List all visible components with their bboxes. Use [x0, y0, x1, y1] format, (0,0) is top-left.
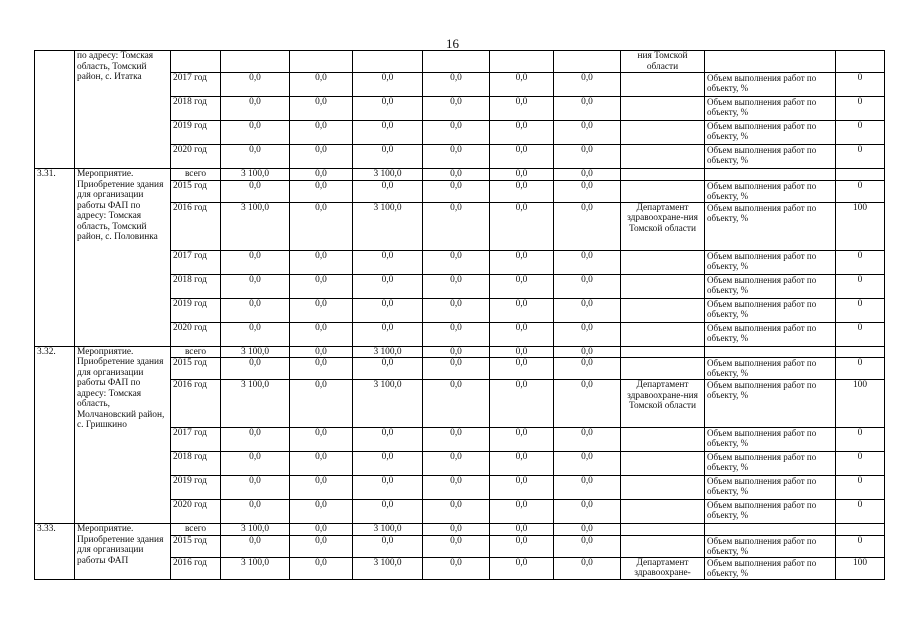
value-cell: 0,0: [554, 452, 621, 476]
value-cell: 0,0: [423, 274, 490, 298]
value-cell: 0,0: [554, 121, 621, 145]
value-cell: 0,0: [554, 180, 621, 202]
value-cell: 0,0: [423, 535, 490, 557]
executor: Департамент здравоохране-ния Томской области: [621, 202, 705, 250]
year-label: 2017 год: [171, 428, 221, 452]
year-label: 2020 год: [171, 500, 221, 524]
value-cell: 0,0: [423, 73, 490, 97]
value-cell: 0,0: [290, 180, 353, 202]
value-cell: 0,0: [554, 358, 621, 380]
empty-cell: [490, 51, 554, 73]
value-cell: 0,0: [423, 322, 490, 346]
value-cell: 0,0: [353, 97, 423, 121]
empty-cell: [290, 51, 353, 73]
table-row-total: [35, 524, 885, 536]
metric-label: Объем выполнения работ по объекту, %: [705, 358, 836, 380]
metric-value: 0: [836, 250, 885, 274]
value-cell: 0,0: [290, 121, 353, 145]
value-cell: 3 100,0: [221, 169, 290, 181]
value-cell: 0,0: [290, 145, 353, 169]
metric-value: [836, 169, 885, 181]
value-cell: 0,0: [221, 358, 290, 380]
value-cell: 0,0: [353, 250, 423, 274]
value-cell: 0,0: [554, 557, 621, 579]
value-cell: 0,0: [353, 428, 423, 452]
value-cell: 0,0: [423, 250, 490, 274]
value-cell: 0,0: [423, 169, 490, 181]
metric-label: Объем выполнения работ по объекту, %: [705, 250, 836, 274]
value-cell: 0,0: [490, 250, 554, 274]
total-label: всего: [171, 169, 221, 181]
value-cell: 0,0: [554, 274, 621, 298]
value-cell: 0,0: [423, 358, 490, 380]
metric-label: Объем выполнения работ по объекту, %: [705, 97, 836, 121]
year-label: 2018 год: [171, 97, 221, 121]
value-cell: 0,0: [290, 97, 353, 121]
value-cell: 0,0: [423, 97, 490, 121]
measure-name: Мероприятие. Приобретение здания для организации работы ФАП по адресу: Томская область, Томский район, с. Половинка: [75, 169, 171, 347]
value-cell: 0,0: [554, 380, 621, 428]
metric-value: 0: [836, 476, 885, 500]
value-cell: 0,0: [353, 500, 423, 524]
value-cell: 0,0: [290, 380, 353, 428]
total-label: всего: [171, 346, 221, 358]
executor: [621, 180, 705, 202]
value-cell: 0,0: [290, 202, 353, 250]
metric-label: Объем выполнения работ по объекту, %: [705, 380, 836, 428]
value-cell: 0,0: [290, 250, 353, 274]
metric-value: 0: [836, 121, 885, 145]
value-cell: 0,0: [290, 452, 353, 476]
empty-cell: [836, 51, 885, 73]
metric-value: [836, 524, 885, 536]
metric-value: 0: [836, 298, 885, 322]
value-cell: 0,0: [490, 557, 554, 579]
metric-label: Объем выполнения работ по объекту, %: [705, 73, 836, 97]
metric-value: 0: [836, 322, 885, 346]
value-cell: 0,0: [490, 180, 554, 202]
year-label: 2016 год: [171, 557, 221, 579]
value-cell: 0,0: [290, 298, 353, 322]
value-cell: 0,0: [221, 145, 290, 169]
value-cell: 3 100,0: [353, 202, 423, 250]
value-cell: 0,0: [490, 73, 554, 97]
value-cell: 0,0: [554, 298, 621, 322]
value-cell: 0,0: [554, 97, 621, 121]
value-cell: 0,0: [290, 169, 353, 181]
metric-label: Объем выполнения работ по объекту, %: [705, 145, 836, 169]
value-cell: 0,0: [554, 73, 621, 97]
value-cell: 0,0: [490, 358, 554, 380]
value-cell: 0,0: [353, 476, 423, 500]
value-cell: 0,0: [490, 97, 554, 121]
value-cell: 0,0: [554, 145, 621, 169]
value-cell: 0,0: [423, 524, 490, 536]
value-cell: 0,0: [353, 274, 423, 298]
executor: [621, 428, 705, 452]
table-row-total: [35, 169, 885, 181]
value-cell: 3 100,0: [221, 202, 290, 250]
value-cell: 0,0: [554, 428, 621, 452]
metric-label: Объем выполнения работ по объекту, %: [705, 121, 836, 145]
value-cell: 0,0: [490, 274, 554, 298]
value-cell: 0,0: [490, 322, 554, 346]
value-cell: 0,0: [221, 250, 290, 274]
value-cell: 0,0: [423, 346, 490, 358]
value-cell: 0,0: [554, 322, 621, 346]
metric-label: Объем выполнения работ по объекту, %: [705, 202, 836, 250]
executor: [621, 358, 705, 380]
measure-name: Мероприятие. Приобретение здания для организации работы ФАП: [75, 524, 171, 580]
value-cell: 3 100,0: [353, 169, 423, 181]
program-table: [34, 50, 885, 580]
value-cell: 3 100,0: [221, 524, 290, 536]
metric-value: 0: [836, 274, 885, 298]
empty-cell: [221, 51, 290, 73]
year-label: 2017 год: [171, 250, 221, 274]
executor: [621, 500, 705, 524]
value-cell: 0,0: [221, 476, 290, 500]
year-label: 2020 год: [171, 322, 221, 346]
total-label: всего: [171, 524, 221, 536]
value-cell: 3 100,0: [221, 380, 290, 428]
value-cell: 0,0: [221, 322, 290, 346]
value-cell: 0,0: [221, 500, 290, 524]
value-cell: 0,0: [290, 73, 353, 97]
year-label: 2018 год: [171, 274, 221, 298]
value-cell: 3 100,0: [353, 557, 423, 579]
value-cell: 0,0: [290, 358, 353, 380]
year-label: 2019 год: [171, 476, 221, 500]
empty-cell: [554, 51, 621, 73]
metric-value: 0: [836, 358, 885, 380]
value-cell: 3 100,0: [353, 524, 423, 536]
value-cell: 0,0: [221, 73, 290, 97]
value-cell: 0,0: [290, 557, 353, 579]
metric-value: 100: [836, 557, 885, 579]
value-cell: 0,0: [290, 535, 353, 557]
value-cell: 0,0: [221, 180, 290, 202]
value-cell: 0,0: [554, 524, 621, 536]
value-cell: 0,0: [290, 346, 353, 358]
metric-value: 0: [836, 428, 885, 452]
table-row-total: [35, 346, 885, 358]
value-cell: 0,0: [423, 121, 490, 145]
value-cell: 0,0: [290, 274, 353, 298]
year-label: 2020 год: [171, 145, 221, 169]
executor: [621, 346, 705, 358]
value-cell: 0,0: [490, 428, 554, 452]
executor: Департамент здравоохране-: [621, 557, 705, 579]
value-cell: 0,0: [353, 180, 423, 202]
value-cell: 0,0: [554, 476, 621, 500]
value-cell: 0,0: [423, 380, 490, 428]
year-label: 2019 год: [171, 121, 221, 145]
year-label: 2015 год: [171, 535, 221, 557]
metric-value: 0: [836, 500, 885, 524]
executor: [621, 73, 705, 97]
metric-value: 0: [836, 180, 885, 202]
value-cell: 3 100,0: [221, 346, 290, 358]
section-number: [35, 51, 75, 169]
value-cell: 0,0: [490, 524, 554, 536]
empty-cell: [423, 51, 490, 73]
metric-label: Объем выполнения работ по объекту, %: [705, 322, 836, 346]
value-cell: 0,0: [490, 202, 554, 250]
metric-value: 0: [836, 97, 885, 121]
value-cell: 0,0: [221, 298, 290, 322]
value-cell: 0,0: [290, 500, 353, 524]
value-cell: 0,0: [353, 452, 423, 476]
value-cell: 0,0: [290, 322, 353, 346]
executor: ния Томской области: [621, 51, 705, 73]
value-cell: 0,0: [490, 380, 554, 428]
value-cell: 0,0: [353, 145, 423, 169]
metric-label: Объем выполнения работ по объекту, %: [705, 274, 836, 298]
executor: [621, 97, 705, 121]
value-cell: 0,0: [554, 250, 621, 274]
executor: [621, 322, 705, 346]
metric-label: Объем выполнения работ по объекту, %: [705, 500, 836, 524]
value-cell: 0,0: [290, 428, 353, 452]
value-cell: 0,0: [554, 202, 621, 250]
value-cell: 0,0: [290, 476, 353, 500]
metric-value: [836, 346, 885, 358]
value-cell: 0,0: [423, 145, 490, 169]
value-cell: 0,0: [554, 346, 621, 358]
value-cell: 0,0: [490, 346, 554, 358]
empty-cell: [353, 51, 423, 73]
metric-value: 100: [836, 202, 885, 250]
value-cell: 0,0: [290, 524, 353, 536]
metric-label: Объем выполнения работ по объекту, %: [705, 180, 836, 202]
metric-label: [705, 346, 836, 358]
value-cell: 0,0: [423, 180, 490, 202]
empty-cell: [705, 51, 836, 73]
metric-label: Объем выполнения работ по объекту, %: [705, 476, 836, 500]
value-cell: 0,0: [490, 500, 554, 524]
value-cell: 0,0: [490, 298, 554, 322]
executor: [621, 169, 705, 181]
metric-value: 0: [836, 145, 885, 169]
measure-name: по адресу: Томская область, Томский район, с. Итатка: [75, 51, 171, 169]
executor: [621, 524, 705, 536]
metric-value: 0: [836, 535, 885, 557]
executor: [621, 145, 705, 169]
value-cell: 0,0: [221, 274, 290, 298]
value-cell: 0,0: [490, 476, 554, 500]
value-cell: 0,0: [353, 322, 423, 346]
year-label: 2016 год: [171, 202, 221, 250]
value-cell: 0,0: [554, 500, 621, 524]
metric-label: [705, 524, 836, 536]
value-cell: 0,0: [221, 97, 290, 121]
executor: [621, 535, 705, 557]
metric-value: 0: [836, 73, 885, 97]
year-label: 2015 год: [171, 358, 221, 380]
value-cell: 0,0: [554, 169, 621, 181]
value-cell: 0,0: [353, 121, 423, 145]
value-cell: 0,0: [221, 535, 290, 557]
empty-cell: [171, 51, 221, 73]
year-label: 2019 год: [171, 298, 221, 322]
year-label: 2015 год: [171, 180, 221, 202]
page-number: 16: [446, 36, 459, 51]
value-cell: 0,0: [554, 535, 621, 557]
value-cell: 3 100,0: [353, 346, 423, 358]
value-cell: 0,0: [221, 428, 290, 452]
metric-value: 0: [836, 452, 885, 476]
metric-label: Объем выполнения работ по объекту, %: [705, 298, 836, 322]
executor: [621, 274, 705, 298]
metric-label: [705, 169, 836, 181]
value-cell: 0,0: [423, 557, 490, 579]
section-number: 3.32.: [35, 346, 75, 524]
executor: Департамент здравоохране-ния Томской области: [621, 380, 705, 428]
value-cell: 0,0: [490, 169, 554, 181]
value-cell: 0,0: [423, 202, 490, 250]
value-cell: 0,0: [423, 500, 490, 524]
executor: [621, 250, 705, 274]
value-cell: 0,0: [490, 121, 554, 145]
value-cell: 0,0: [423, 428, 490, 452]
year-label: 2016 год: [171, 380, 221, 428]
metric-value: 100: [836, 380, 885, 428]
metric-label: Объем выполнения работ по объекту, %: [705, 428, 836, 452]
year-label: 2018 год: [171, 452, 221, 476]
value-cell: 0,0: [353, 535, 423, 557]
value-cell: 3 100,0: [221, 557, 290, 579]
value-cell: 0,0: [490, 535, 554, 557]
value-cell: 0,0: [423, 476, 490, 500]
value-cell: 0,0: [221, 121, 290, 145]
executor: [621, 298, 705, 322]
value-cell: 3 100,0: [353, 380, 423, 428]
executor: [621, 452, 705, 476]
value-cell: 0,0: [353, 298, 423, 322]
value-cell: 0,0: [423, 298, 490, 322]
section-number: 3.31.: [35, 169, 75, 347]
value-cell: 0,0: [353, 358, 423, 380]
executor: [621, 121, 705, 145]
year-label: 2017 год: [171, 73, 221, 97]
value-cell: 0,0: [423, 452, 490, 476]
metric-label: Объем выполнения работ по объекту, %: [705, 557, 836, 579]
section-number: 3.33.: [35, 524, 75, 580]
value-cell: 0,0: [490, 145, 554, 169]
value-cell: 0,0: [353, 73, 423, 97]
measure-name: Мероприятие. Приобретение здания для организации работы ФАП по адресу: Томская область, Молчановский район, с. Гришкино: [75, 346, 171, 524]
value-cell: 0,0: [221, 452, 290, 476]
metric-label: Объем выполнения работ по объекту, %: [705, 452, 836, 476]
metric-label: Объем выполнения работ по объекту, %: [705, 535, 836, 557]
value-cell: 0,0: [490, 452, 554, 476]
executor: [621, 476, 705, 500]
